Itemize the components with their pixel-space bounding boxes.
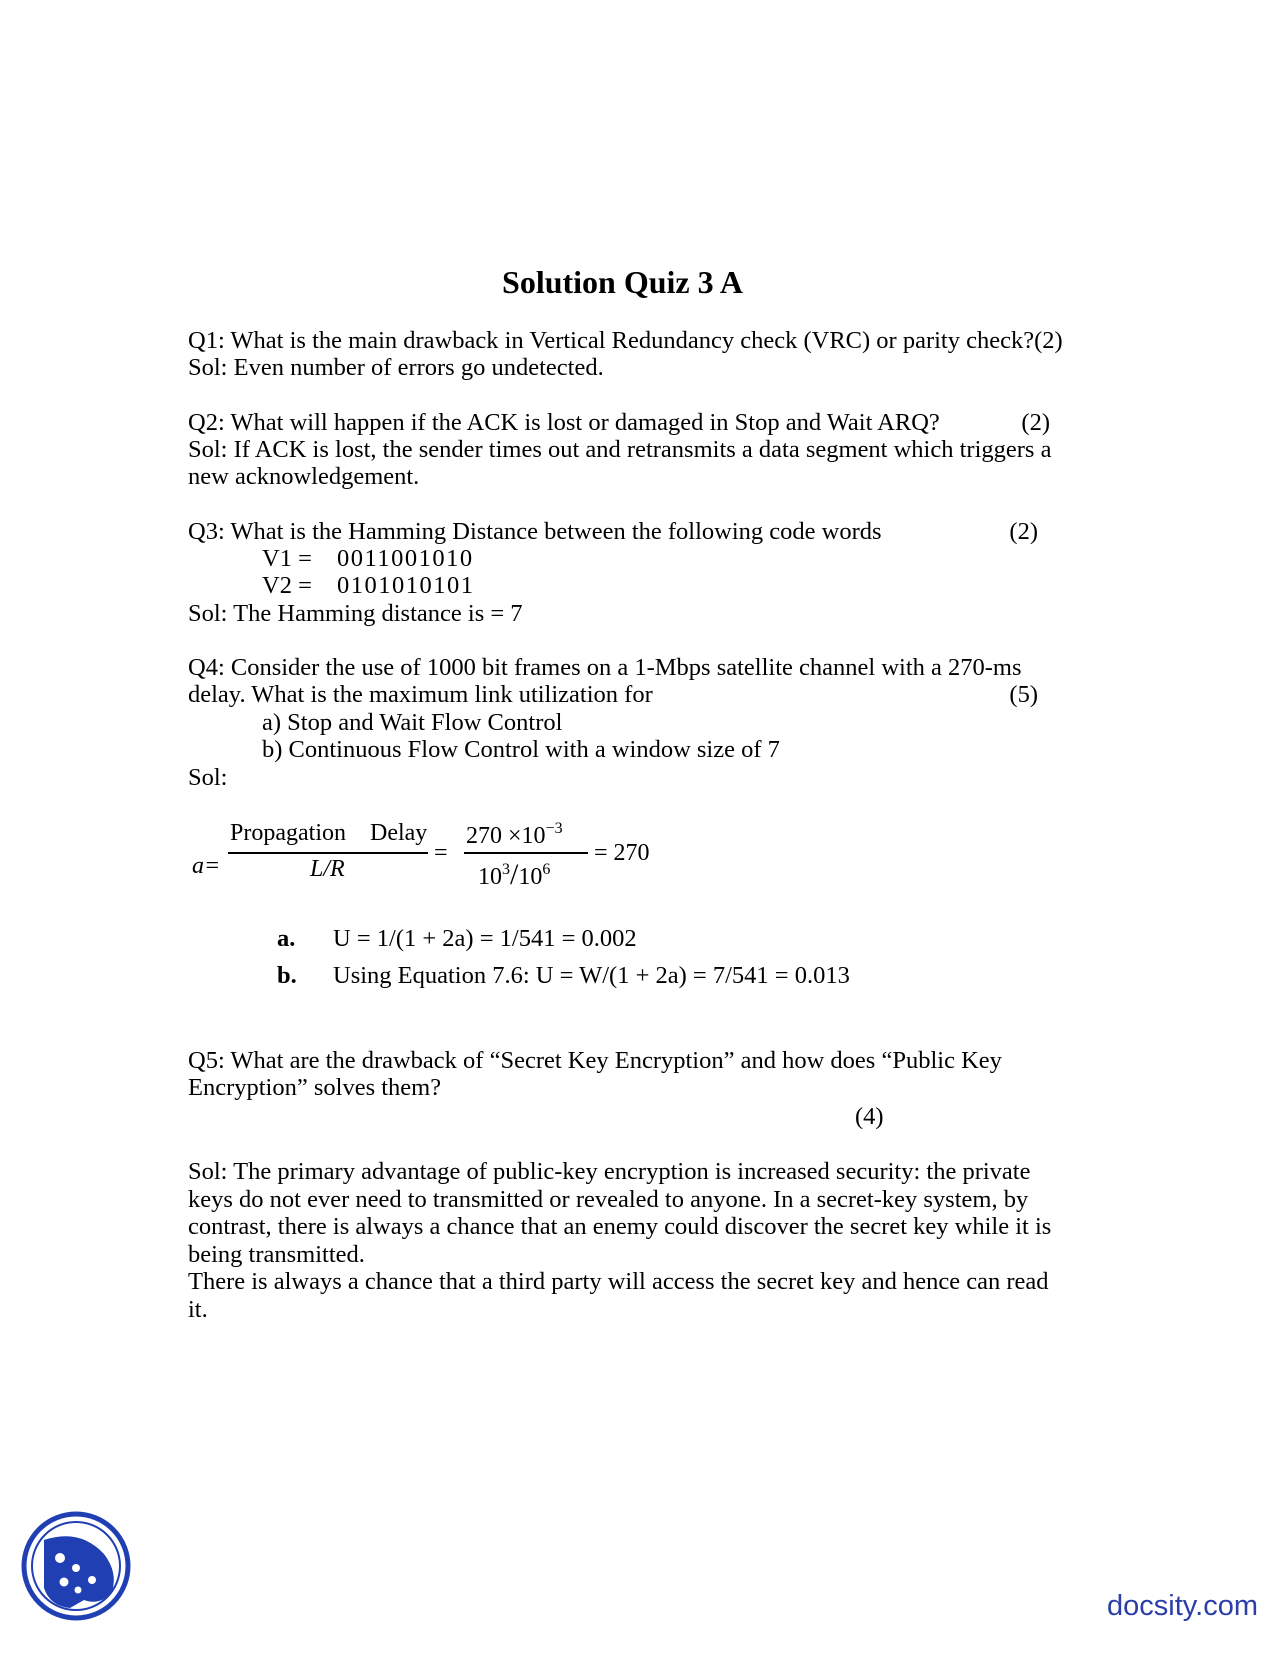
page-title: Solution Quiz 3 A — [502, 264, 743, 300]
fraction-bar-2 — [464, 852, 588, 854]
q4-sol-label: Sol: — [188, 764, 228, 791]
q5-question-line2: Encryption” solves them? — [188, 1074, 442, 1101]
q1-solution: Sol: Even number of errors go undetected. — [188, 354, 604, 381]
q5-solution-line: Sol: The primary advantage of public-key encryption is increased security: the private — [188, 1158, 1031, 1185]
q3-solution: Sol: The Hamming distance is = 7 — [188, 600, 523, 627]
q3-v2-label: V2 = — [262, 572, 312, 599]
q3-v2-value: 0101010101 — [337, 572, 475, 599]
docsity-logo-icon — [20, 1510, 132, 1622]
formula-lhs: a= — [192, 853, 221, 879]
answer-a-label: a. — [277, 925, 296, 952]
utilization-formula — [188, 820, 668, 906]
fraction-bar-1 — [228, 852, 428, 854]
q3-v1-value: 0011001010 — [337, 545, 474, 572]
q5-solution-line: it. — [188, 1296, 208, 1323]
formula-denominator-2: $10^3/10^6$ — [478, 858, 551, 891]
formula-denominator-1: L/R — [310, 856, 345, 882]
q2-question: Q2: What will happen if the ACK is lost or damaged in Stop and Wait ARQ? — [188, 409, 940, 436]
formula-numerator-1: Propagation Delay — [230, 820, 428, 846]
q5-solution-line: contrast, there is always a chance that an enemy could discover the secret key while it is — [188, 1213, 1052, 1240]
answer-a: U = 1/(1 + 2a) = 1/541 = 0.002 — [333, 925, 637, 952]
q5-solution-line: keys do not ever need to transmitted or revealed to anyone. In a secret-key system, by — [188, 1186, 1029, 1213]
q3-v1-label: V1 = — [262, 545, 312, 572]
q4-option-a: a) Stop and Wait Flow Control — [262, 709, 563, 736]
q4-question-line2: delay. What is the maximum link utilization for — [188, 681, 653, 708]
formula-result: = 270 — [594, 840, 650, 866]
q1-question: Q1: What is the main drawback in Vertical Redundancy check (VRC) or parity check?(2) — [188, 327, 1063, 354]
answer-b: Using Equation 7.6: U = W/(1 + 2a) = 7/541 = 0.013 — [333, 962, 850, 989]
q2-marks: (2) — [1021, 409, 1050, 436]
q5-solution-line: There is always a chance that a third party will access the secret key and hence can read — [188, 1268, 1049, 1295]
q5-solution-line: being transmitted. — [188, 1241, 365, 1268]
answer-b-label: b. — [277, 962, 297, 989]
q4-option-b: b) Continuous Flow Control with a window size of 7 — [262, 736, 780, 763]
q3-marks: (2) — [1009, 518, 1038, 545]
docsity-brand[interactable]: docsity.com — [1107, 1590, 1258, 1622]
formula-numerator-2: $270 \times 10^{-3}$ — [466, 820, 563, 849]
q4-marks: (5) — [1009, 681, 1038, 708]
q5-marks: (4) — [855, 1103, 884, 1130]
q3-question: Q3: What is the Hamming Distance between the following code words — [188, 518, 882, 545]
formula-equals: = — [434, 840, 448, 866]
q5-question-line1: Q5: What are the drawback of “Secret Key Encryption” and how does “Public Key — [188, 1047, 1002, 1074]
q4-question-line1: Q4: Consider the use of 1000 bit frames on a 1-Mbps satellite channel with a 270-ms — [188, 654, 1022, 681]
q2-solution-line1: Sol: If ACK is lost, the sender times out and retransmits a data segment which triggers a — [188, 436, 1052, 463]
q2-solution-line2: new acknowledgement. — [188, 463, 420, 490]
